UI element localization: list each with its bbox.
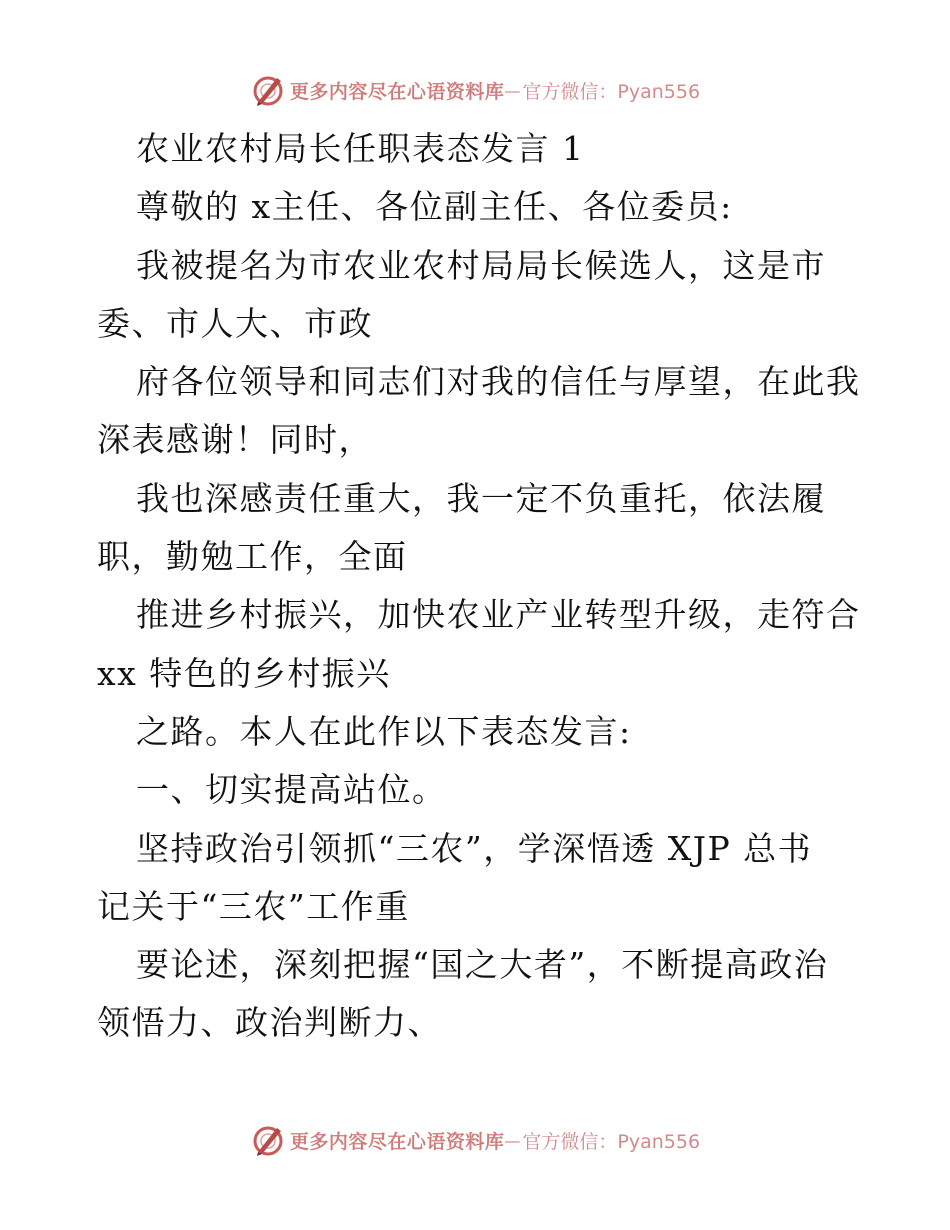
- text-line: xx 特色的乡村振兴: [97, 653, 391, 693]
- watermark-wechat-text: 官方微信：Pyan556: [522, 1130, 701, 1153]
- text-line: 记关于“三农”工作重: [97, 886, 410, 926]
- pen-logo-icon: [250, 72, 286, 108]
- document-body: [97, 120, 861, 1053]
- watermark-main-text: 更多内容尽在心语资料库: [289, 1130, 505, 1153]
- text-line: 要论述，深刻把握“国之大者”，不断提高政治: [136, 945, 829, 985]
- pen-logo-icon: [250, 1122, 286, 1158]
- text-line: 领悟力、政治判断力、: [97, 1003, 442, 1043]
- text-line: 府各位领导和同志们对我的信任与厚望，在此我: [136, 362, 861, 402]
- text-line: 一、切实提高站位。: [136, 770, 447, 810]
- text-line: 我被提名为市农业农村局局长候选人，这是市: [136, 245, 826, 285]
- text-line: 农业农村局长任职表态发言 1: [136, 129, 585, 168]
- watermark-separator: —: [504, 1130, 521, 1150]
- text-line: 尊敬的 x主任、各位副主任、各位委员:: [136, 187, 733, 227]
- text-line: 职，勤勉工作，全面: [97, 537, 408, 577]
- header-watermark: [0, 70, 950, 110]
- watermark-main-text: 更多内容尽在心语资料库: [289, 80, 505, 103]
- watermark-wechat-text: 官方微信：Pyan556: [522, 80, 701, 103]
- text-line: 我也深感责任重大，我一定不负重托，依法履: [136, 478, 826, 518]
- text-line: 推进乡村振兴，加快农业产业转型升级，走符合: [136, 595, 861, 635]
- text-line: 之路。本人在此作以下表态发言:: [136, 711, 632, 751]
- text-line: 委、市人大、市政: [97, 303, 373, 343]
- text-line: 深表感谢！同时，: [97, 420, 373, 460]
- footer-watermark: [0, 1120, 950, 1160]
- text-line: 坚持政治引领抓“三农”，学深悟透 XJP 总书: [136, 828, 813, 868]
- watermark-separator: —: [504, 80, 521, 100]
